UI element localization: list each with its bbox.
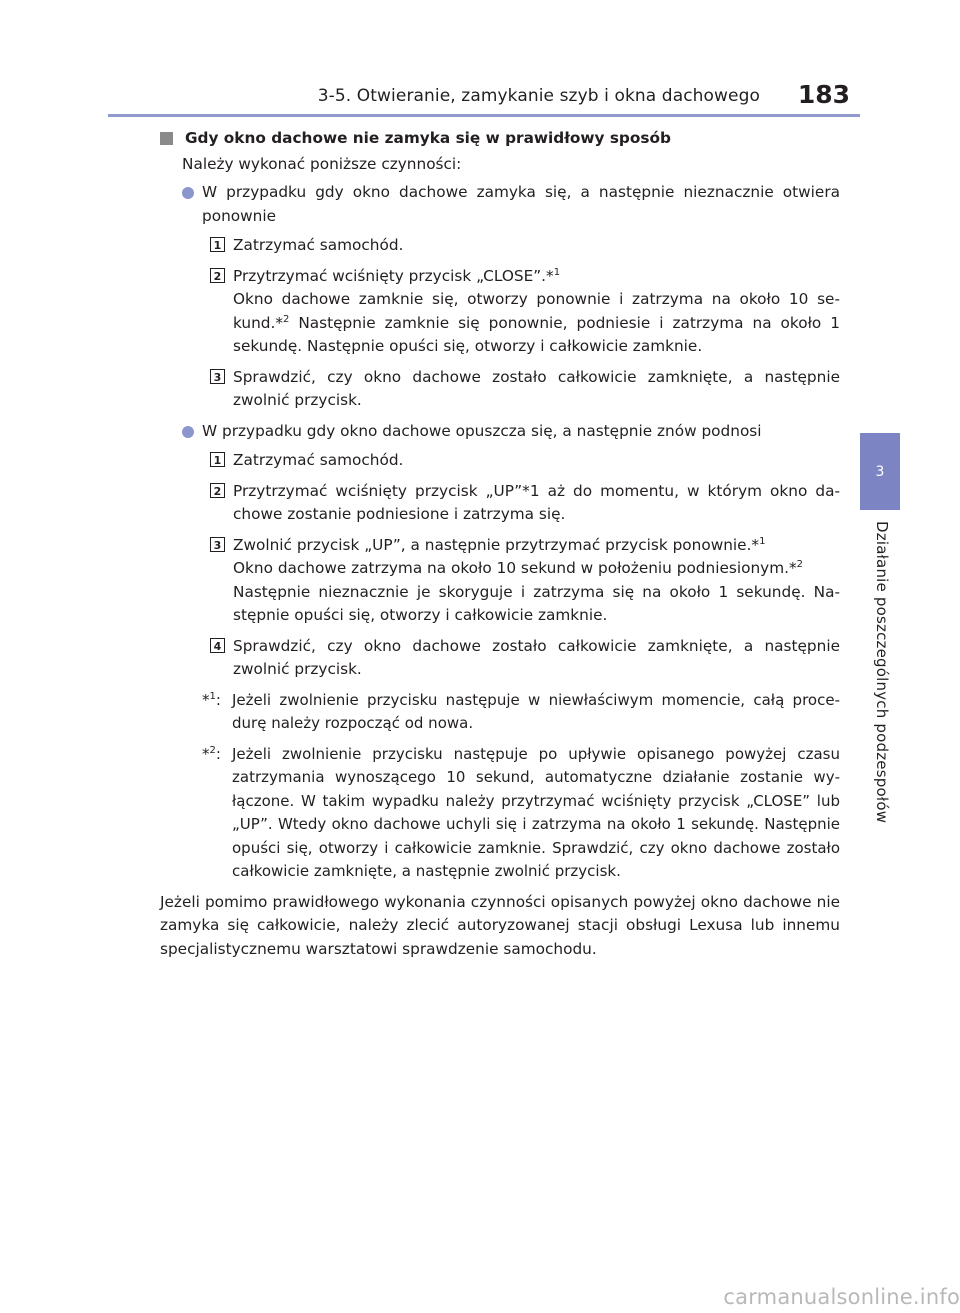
footnote-ref: 1 (553, 266, 561, 278)
footnote-marker (202, 743, 232, 767)
section-heading-text: Gdy okno dachowe nie zamyka się w prawidłowy sposób (185, 129, 671, 147)
case-2-title (182, 420, 840, 444)
step-text-part: Przytrzymać wciśnięty przycisk „CLOSE”.* (233, 266, 554, 285)
section-intro: Należy wykonać poniższe czynności: (182, 154, 462, 173)
step-number-badge: 2 (210, 483, 225, 498)
chapter-label: Działanie poszczególnych podzespołów (873, 521, 891, 824)
section-heading (160, 127, 840, 151)
chapter-tab (860, 433, 900, 510)
case-2-title-text: W przypadku gdy okno dachowe opuszcza się, a następnie znów podnosi (202, 421, 762, 440)
footnote-2 (202, 743, 840, 884)
page-number: 183 (797, 80, 850, 109)
step-number-badge: 1 (210, 452, 225, 467)
case-1-step-3 (210, 366, 840, 413)
step-text: Sprawdzić, czy okno dachowe zostało całkowicie zamknięte, a następnie zwolnić przycisk. (233, 636, 840, 678)
running-header-title: 3-5. Otwieranie, zamykanie szyb i okna dachowego (317, 86, 760, 106)
footnote-marker (202, 689, 232, 713)
footnote-text: Jeżeli zwolnienie przycisku następuje w niewłaściwym momencie, całą procedurę należy rozpocząć od nowa. (232, 690, 840, 732)
case-2-step-3 (210, 534, 840, 628)
circle-bullet-icon (182, 187, 194, 199)
closing-paragraph: Jeżeli pomimo prawidłowego wykonania czynności opisanych powyżej okno dachowe nie zamyka się całkowicie, należy zlecić autoryzowanej stacji obsługi Lexusa lub innemu specjalistycznemu warsztatowi sprawdzenie samochodu. (160, 892, 840, 958)
step-text: Zatrzymać samochód. (233, 451, 404, 469)
circle-bullet-icon (182, 426, 194, 438)
watermark: carmanualsonline.info (723, 1285, 960, 1309)
page-content (160, 127, 840, 961)
step-text (233, 534, 840, 628)
footnote-number: 1 (209, 690, 216, 702)
chapter-number: 3 (875, 463, 885, 480)
footnote-ref: 2 (283, 313, 290, 325)
footnote-1 (202, 689, 840, 736)
footnote-colon: : (215, 690, 221, 709)
step-text: Przytrzymać wciśnięty przycisk „UP”*1 aż do momentu, w którym okno dachowe zostanie podniesione i zatrzyma się. (233, 481, 840, 523)
step-text: Zatrzymać samochód. (233, 236, 404, 254)
step-number-badge: 4 (210, 638, 225, 653)
square-bullet-icon (160, 132, 173, 145)
footnote-ref: 2 (796, 559, 803, 570)
footnote-star: * (202, 690, 210, 709)
case-1-step-2 (210, 265, 840, 359)
footnote-ref: 1 (759, 535, 766, 547)
footnote-star: * (202, 744, 210, 763)
footnote-text: Jeżeli zwolnienie przycisku następuje po upływie opisanego powyżej czasu zatrzymania wynoszącego 10 sekund, automatyczne działanie zostanie wyłączone. W takim wypadku należy przytrzymać wciśnięty przycisk „CLOSE” lub „UP”. Wtedy okno dachowe uchyli się i zatrzyma na około 1 sekundę. Następnie opuści się, otworzy i całkowicie zamknie. Sprawdzić, czy okno dachowe zostało całkowicie zamknięte, a następnie zwolnić przycisk. (232, 744, 840, 880)
footnote-number: 2 (209, 744, 216, 756)
step-number-badge: 3 (210, 537, 225, 552)
step-text-part: Okno dachowe zatrzyma na około 10 sekund w położeniu podniesionym.* (233, 559, 797, 577)
footnote-colon: : (215, 744, 221, 763)
step-text-part: Następnie nieznacznie je skoryguje i zatrzyma się na około 1 sekundę. Następnie opuści się, otworzy i całkowicie zamknie. (233, 582, 840, 624)
case-1-step-1 (210, 234, 840, 258)
case-1-title (182, 181, 840, 228)
step-number-badge: 3 (210, 369, 225, 384)
case-2-step-1 (210, 449, 840, 473)
step-number-badge: 1 (210, 237, 225, 252)
step-text-part: Następnie zamknie się ponownie, podniesie i zatrzyma na około 1 sekundę. Następnie opuści się, otworzy i całkowicie zamknie. (233, 313, 840, 355)
step-text-part: Okno dachowe zamknie się, otworzy ponownie i zatrzyma na około 10 sekund.* (233, 290, 840, 332)
step-number-badge: 2 (210, 268, 225, 283)
case-2-step-2 (210, 480, 840, 527)
case-1-title-text: W przypadku gdy okno dachowe zamyka się, a następnie nieznacznie otwiera ponownie (202, 183, 840, 225)
step-text: Sprawdzić, czy okno dachowe zostało całkowicie zamknięte, a następnie zwolnić przycisk. (233, 367, 840, 409)
step-text-part: Zwolnić przycisk „UP”, a następnie przytrzymać przycisk ponownie.* (233, 535, 760, 554)
header-rule (108, 114, 860, 117)
step-text (233, 265, 840, 359)
case-2-step-4 (210, 635, 840, 682)
